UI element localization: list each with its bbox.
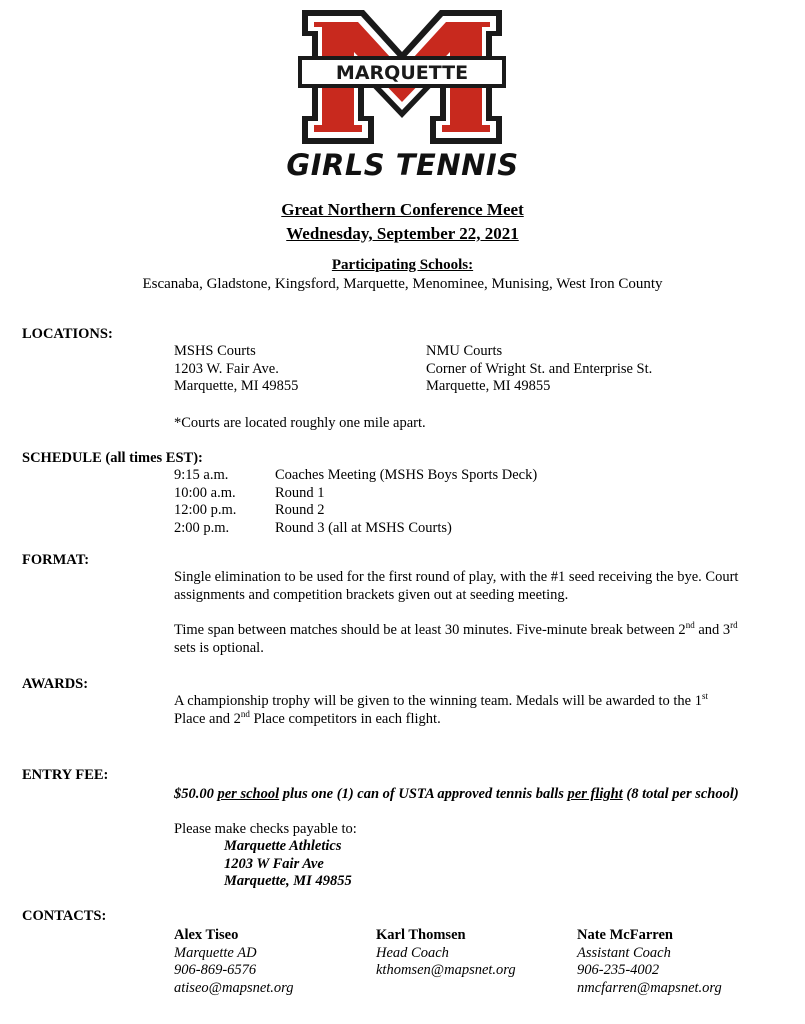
awards-text: A championship trophy will be given to the winning team. Medals will be awarded to the 1st	[174, 691, 708, 709]
marquette-logo	[298, 8, 506, 146]
contact-name: Alex Tiseo	[174, 927, 239, 943]
participating-heading: Participating Schools:	[331, 257, 474, 273]
event-date: Wednesday, September 22, 2021	[286, 224, 519, 243]
format-paragraph-2	[174, 622, 738, 657]
schedule-time: 2:00 p.m.	[174, 519, 230, 536]
schedule-times	[174, 467, 236, 537]
contact-card	[376, 927, 516, 980]
payable-label: Please make checks payable to:	[174, 821, 357, 837]
format-text: assignments and competition brackets given out at seeding meeting.	[174, 586, 569, 603]
format-label: FORMAT:	[22, 552, 90, 568]
contact-email[interactable]: kthomsen@mapsnet.org	[376, 962, 516, 978]
schedule-time: 9:15 a.m.	[174, 467, 229, 483]
event-title: Great Northern Conference Meet	[281, 200, 524, 219]
schedule-time: 10:00 a.m.	[174, 484, 236, 501]
contact-phone: 906-869-6576	[174, 962, 257, 978]
schedule-events	[275, 467, 537, 537]
payee-block	[224, 838, 352, 891]
contact-name: Karl Thomsen	[376, 927, 466, 943]
locations-label: LOCATIONS:	[22, 326, 113, 342]
contact-name: Nate McFarren	[577, 927, 673, 943]
payee-line: 1203 W Fair Ave	[224, 855, 324, 872]
awards-label: AWARDS:	[22, 676, 89, 692]
contact-role: Head Coach	[376, 944, 449, 961]
contact-email[interactable]: nmcfarren@mapsnet.org	[577, 979, 722, 996]
entry-fee-label: ENTRY FEE:	[22, 767, 109, 783]
participating-schools: Escanaba, Gladstone, Kingsford, Marquette, Menominee, Munising, West Iron County	[142, 276, 663, 292]
location-name: MSHS Courts	[174, 343, 256, 359]
schedule-event: Coaches Meeting (MSHS Boys Sports Deck)	[275, 467, 538, 483]
location-address: Corner of Wright St. and Enterprise St.	[426, 360, 653, 377]
contact-email[interactable]: atiseo@mapsnet.org	[174, 979, 294, 996]
location-mshs	[174, 343, 298, 396]
sport-title: GIRLS TENNIS	[286, 148, 519, 182]
payee-line: Marquette, MI 49855	[224, 873, 352, 889]
schedule-label: SCHEDULE (all times EST):	[22, 450, 203, 466]
location-address: 1203 W. Fair Ave.	[174, 360, 279, 377]
format-text: sets is optional.	[174, 639, 264, 656]
location-name: NMU Courts	[426, 343, 503, 359]
location-city: Marquette, MI 49855	[174, 378, 299, 394]
contact-card	[577, 927, 722, 997]
schedule-event: Round 2	[275, 502, 325, 518]
schedule-event: Round 3 (all at MSHS Courts)	[275, 519, 452, 536]
contact-role: Assistant Coach	[577, 944, 671, 961]
logo-text: MARQUETTE	[335, 62, 469, 84]
format-text: Single elimination to be used for the first round of play, with the #1 seed receiving the bye. Court	[174, 569, 739, 585]
locations-note: *Courts are located roughly one mile apart.	[174, 415, 426, 431]
location-city: Marquette, MI 49855	[426, 378, 551, 394]
location-nmu	[426, 343, 652, 396]
contact-phone: 906-235-4002	[577, 962, 660, 978]
awards-text: Place and 2nd Place competitors in each flight.	[174, 708, 441, 727]
format-paragraph-1	[174, 569, 738, 604]
contact-card	[174, 927, 294, 997]
awards-paragraph	[174, 693, 708, 728]
contacts-label: CONTACTS:	[22, 908, 107, 924]
payee-line: Marquette Athletics	[224, 838, 342, 854]
schedule-time: 12:00 p.m.	[174, 502, 237, 518]
contact-role: Marquette AD	[174, 944, 257, 961]
schedule-event: Round 1	[275, 484, 325, 501]
format-text: Time span between matches should be at least 30 minutes. Five-minute break between 2nd and 3rd	[174, 620, 738, 638]
entry-fee-amount: $50.00 per school plus one (1) can of USTA approved tennis balls per flight (8 total per school)	[174, 786, 739, 802]
